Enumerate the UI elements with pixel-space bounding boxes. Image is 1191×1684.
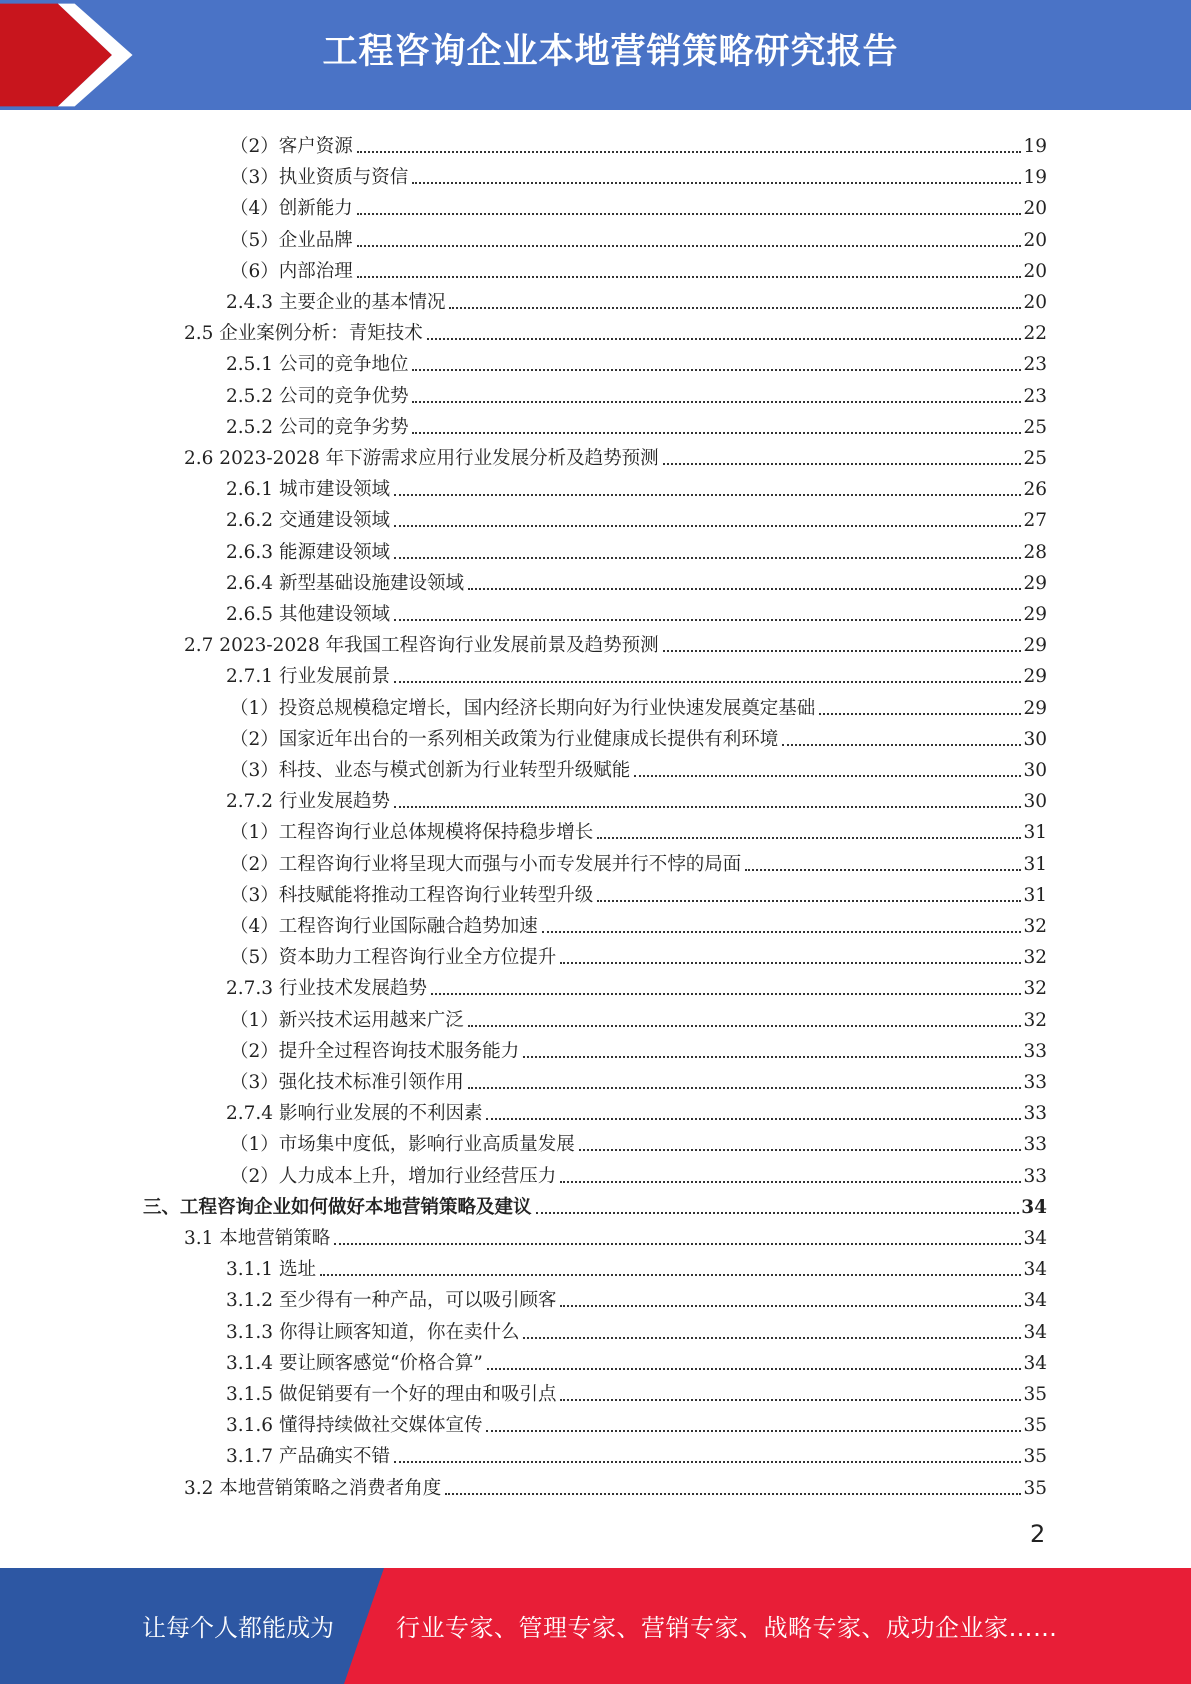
toc-entry-label: （2）人力成本上升，增加行业经营压力 <box>230 1165 557 1187</box>
toc-entry-label: 3.1.4 要让顾客感觉“价格合算” <box>226 1352 483 1374</box>
toc-entry-page: 28 <box>1023 541 1047 563</box>
toc-dot-leader <box>560 1305 1021 1307</box>
toc-entry-page: 34 <box>1023 1352 1047 1374</box>
toc-entry-page: 30 <box>1023 728 1047 750</box>
toc-entry-page: 33 <box>1023 1134 1047 1156</box>
toc-entry[interactable] <box>230 1157 1047 1188</box>
toc-entry[interactable] <box>230 127 1047 158</box>
toc-dot-leader <box>394 806 1021 808</box>
toc-dot-leader <box>357 151 1022 153</box>
toc-entry-page: 34 <box>1023 1259 1047 1281</box>
toc-entry[interactable] <box>226 782 1047 813</box>
toc-entry-label: （2）提升全过程咨询技术服务能力 <box>230 1040 520 1062</box>
toc-entry-label: （3）科技、业态与模式创新为行业转型升级赋能 <box>230 760 631 781</box>
toc-entry-label: （5）资本助力工程咨询行业全方位提升 <box>230 947 557 969</box>
toc-dot-leader <box>445 1493 1021 1495</box>
toc-entry-page: 32 <box>1023 1009 1047 1031</box>
toc-dot-leader <box>394 681 1021 683</box>
toc-entry-label: （1）投资总规模稳定增长，国内经济长期向好为行业快速发展奠定基础 <box>230 697 816 719</box>
toc-entry-page: 33 <box>1023 1103 1047 1125</box>
toc-entry-label: 3.1.6 懂得持续做社交媒体宣传 <box>226 1415 483 1437</box>
toc-entry-page: 29 <box>1023 604 1047 625</box>
page-footer <box>0 1568 1191 1684</box>
toc-entry[interactable] <box>226 1281 1047 1312</box>
toc-dot-leader <box>412 182 1021 184</box>
toc-entry[interactable] <box>143 1188 1047 1219</box>
toc-entry-page: 30 <box>1023 791 1047 813</box>
toc-entry[interactable] <box>230 689 1047 720</box>
toc-entry[interactable] <box>226 377 1047 408</box>
toc-entry[interactable] <box>226 1375 1047 1406</box>
toc-entry-label: 2.5.2 公司的竞争优势 <box>226 385 409 407</box>
toc-entry-label: （3）强化技术标准引领作用 <box>230 1072 464 1093</box>
page-header <box>0 0 1191 110</box>
toc-entry[interactable] <box>184 1469 1047 1500</box>
toc-dot-leader <box>487 1368 1022 1370</box>
toc-dot-leader <box>449 307 1021 309</box>
toc-dot-leader <box>394 1461 1021 1463</box>
toc-entry-page: 27 <box>1023 510 1047 532</box>
toc-entry-page: 35 <box>1023 1384 1047 1405</box>
toc-entry[interactable] <box>184 1219 1047 1250</box>
toc-entry[interactable] <box>184 439 1047 470</box>
toc-entry-page: 34 <box>1023 1228 1047 1249</box>
toc-entry-page: 32 <box>1023 916 1047 937</box>
toc-dot-leader <box>394 494 1021 496</box>
toc-entry[interactable] <box>230 158 1047 189</box>
toc-entry-page: 29 <box>1023 635 1047 657</box>
toc-entry-label: 2.4.3 主要企业的基本情况 <box>226 292 446 313</box>
toc-entry-label: 2.7.4 影响行业发展的不利因素 <box>226 1103 483 1125</box>
toc-entry-label: 2.5.1 公司的竞争地位 <box>226 354 409 376</box>
toc-entry[interactable] <box>230 845 1047 876</box>
toc-entry-page: 20 <box>1023 260 1047 282</box>
toc-entry-page: 35 <box>1023 1477 1047 1499</box>
toc-entry[interactable] <box>226 1344 1047 1375</box>
toc-dot-leader <box>634 775 1021 777</box>
toc-entry[interactable] <box>230 1001 1047 1032</box>
toc-dot-leader <box>357 213 1022 215</box>
toc-entry-label: （2）国家近年出台的一系列相关政策为行业健康成长提供有利环境 <box>230 728 779 750</box>
toc-entry-label: （4）创新能力 <box>230 198 353 220</box>
toc-entry-label: （6）内部治理 <box>230 260 353 282</box>
toc-dot-leader <box>357 245 1022 247</box>
toc-entry[interactable] <box>230 876 1047 907</box>
toc-entry[interactable] <box>230 938 1047 969</box>
toc-entry-page: 25 <box>1023 416 1047 438</box>
toc-entry-label: 2.7.1 行业发展前景 <box>226 666 390 688</box>
toc-entry-page: 20 <box>1023 198 1047 220</box>
toc-entry-page: 35 <box>1023 1446 1047 1468</box>
toc-dot-leader <box>431 993 1021 995</box>
toc-entry-page: 23 <box>1023 354 1047 376</box>
toc-entry-label: 2.6 2023-2028 年下游需求应用行业发展分析及趋势预测 <box>184 448 659 469</box>
toc-entry-page: 20 <box>1023 229 1047 251</box>
toc-entry[interactable] <box>226 1094 1047 1125</box>
toc-entry-label: （1）工程咨询行业总体规模将保持稳步增长 <box>230 822 594 844</box>
toc-dot-leader <box>523 1056 1021 1058</box>
toc-entry-label: （1）新兴技术运用越来广泛 <box>230 1009 464 1031</box>
toc-dot-leader <box>394 525 1021 527</box>
toc-dot-leader <box>819 713 1021 715</box>
toc-entry-label: 2.6.1 城市建设领域 <box>226 479 390 501</box>
toc-dot-leader <box>427 338 1022 340</box>
toc-entry-label: 3.1.3 你得让顾客知道，你在卖什么 <box>226 1321 520 1343</box>
toc-entry-label: 2.7.2 行业发展趋势 <box>226 791 390 813</box>
toc-entry[interactable] <box>226 657 1047 688</box>
toc-entry-page: 32 <box>1023 947 1047 969</box>
toc-entry[interactable] <box>184 626 1047 657</box>
toc-entry[interactable] <box>230 252 1047 283</box>
toc-dot-leader <box>663 463 1022 465</box>
toc-entry-label: 3.1.2 至少得有一种产品，可以吸引顾客 <box>226 1290 557 1312</box>
toc-entry-page: 31 <box>1023 884 1047 906</box>
toc-dot-leader <box>579 1149 1022 1151</box>
toc-entry[interactable] <box>226 1406 1047 1437</box>
toc-entry-label: 2.6.5 其他建设领域 <box>226 604 390 625</box>
toc-dot-leader <box>597 837 1021 839</box>
toc-entry[interactable] <box>230 221 1047 252</box>
toc-entry[interactable] <box>230 813 1047 844</box>
toc-entry-label: （3）科技赋能将推动工程咨询行业转型升级 <box>230 884 594 906</box>
toc-entry-page: 22 <box>1023 323 1047 345</box>
toc-entry[interactable] <box>226 1250 1047 1281</box>
toc-entry-label: （3）执业资质与资信 <box>230 167 409 189</box>
toc-entry[interactable] <box>230 1063 1047 1094</box>
toc-entry-label: 2.7 2023-2028 年我国工程咨询行业发展前景及趋势预测 <box>184 635 659 657</box>
toc-entry[interactable] <box>230 1125 1047 1156</box>
page-number: 2 <box>1030 1520 1046 1548</box>
toc-entry-label: 3.2 本地营销策略之消费者角度 <box>184 1477 442 1499</box>
toc-dot-leader <box>486 1118 1021 1120</box>
toc-entry[interactable] <box>230 907 1047 938</box>
toc-entry-page: 32 <box>1023 978 1047 1000</box>
toc-entry[interactable] <box>230 1032 1047 1063</box>
toc-entry-page: 33 <box>1023 1040 1047 1062</box>
toc-entry-page: 26 <box>1023 479 1047 501</box>
toc-entry-page: 19 <box>1023 136 1047 157</box>
toc-entry[interactable] <box>226 501 1047 532</box>
toc-dot-leader <box>394 619 1021 621</box>
toc-entry-label: 2.6.4 新型基础设施建设领域 <box>226 572 464 594</box>
toc-entry[interactable] <box>226 1437 1047 1468</box>
toc-entry-page: 31 <box>1023 822 1047 844</box>
toc-entry-page: 25 <box>1023 448 1047 469</box>
toc-dot-leader <box>663 650 1022 652</box>
toc-entry-page: 33 <box>1023 1072 1047 1093</box>
toc-dot-leader <box>412 369 1021 371</box>
toc-entry-label: 2.5 企业案例分析：青矩技术 <box>184 323 423 345</box>
toc-dot-leader <box>745 869 1021 871</box>
toc-entry[interactable] <box>226 595 1047 626</box>
toc-entry-page: 34 <box>1023 1321 1047 1343</box>
toc-entry-label: 2.6.2 交通建设领域 <box>226 510 390 532</box>
toc-entry-label: 三、工程咨询企业如何做好本地营销策略及建议 <box>143 1196 532 1218</box>
footer-slogan-left: 让每个人都能成为 <box>142 1614 334 1642</box>
toc-entry-page: 30 <box>1023 760 1047 781</box>
report-title: 工程咨询企业本地营销策略研究报告 <box>322 32 899 72</box>
toc-dot-leader <box>560 1399 1021 1401</box>
toc-entry[interactable] <box>226 969 1047 1000</box>
toc-dot-leader <box>560 1181 1021 1183</box>
toc-entry[interactable] <box>184 314 1047 345</box>
toc-entry-label: 3.1 本地营销策略 <box>184 1228 331 1249</box>
toc-dot-leader <box>394 557 1021 559</box>
toc-entry[interactable] <box>226 533 1047 564</box>
toc-entry-label: （2）工程咨询行业将呈现大而强与小而专发展并行不悖的局面 <box>230 853 742 875</box>
toc-entry-page: 29 <box>1023 572 1047 594</box>
toc-dot-leader <box>536 1212 1020 1214</box>
toc-entry-label: 3.1.1 选址 <box>226 1259 316 1281</box>
toc-entry-page: 31 <box>1023 853 1047 875</box>
toc-entry-page: 20 <box>1023 292 1047 313</box>
toc-entry-page: 19 <box>1023 167 1047 189</box>
toc-entry-page: 33 <box>1023 1165 1047 1187</box>
toc-dot-leader <box>468 1087 1022 1089</box>
toc-entry-page: 34 <box>1023 1290 1047 1312</box>
toc-entry-label: 2.5.2 公司的竞争劣势 <box>226 416 409 438</box>
toc-entry-page: 29 <box>1023 666 1047 688</box>
toc-entry[interactable] <box>226 283 1047 314</box>
toc-dot-leader <box>560 962 1021 964</box>
toc-entry-label: 3.1.7 产品确实不错 <box>226 1446 390 1468</box>
toc-entry-page: 29 <box>1023 697 1047 719</box>
toc-entry[interactable] <box>226 345 1047 376</box>
toc-dot-leader <box>468 1025 1022 1027</box>
toc-entry-label: 2.6.3 能源建设领域 <box>226 541 390 563</box>
toc-entry-label: 3.1.5 做促销要有一个好的理由和吸引点 <box>226 1384 557 1405</box>
toc-dot-leader <box>357 276 1022 278</box>
toc-entry-label: 2.7.3 行业技术发展趋势 <box>226 978 427 1000</box>
toc-entry[interactable] <box>226 1313 1047 1344</box>
toc-dot-leader <box>412 401 1021 403</box>
toc-entry[interactable] <box>230 189 1047 220</box>
toc-dot-leader <box>782 744 1021 746</box>
toc-entry-label: （4）工程咨询行业国际融合趋势加速 <box>230 916 538 937</box>
toc-entry[interactable] <box>230 720 1047 751</box>
toc-dot-leader <box>597 900 1021 902</box>
toc-dot-leader <box>320 1274 1022 1276</box>
toc-entry-label: （2）客户资源 <box>230 136 353 157</box>
toc-entry-page: 34 <box>1021 1196 1047 1218</box>
toc-dot-leader <box>412 432 1021 434</box>
toc-entry-page: 35 <box>1023 1415 1047 1437</box>
toc-dot-leader <box>542 931 1022 933</box>
toc-dot-leader <box>468 588 1021 590</box>
toc-entry[interactable] <box>226 470 1047 501</box>
toc-dot-leader <box>334 1243 1021 1245</box>
footer-slogan-right: 行业专家、管理专家、营销专家、战略专家、成功企业家…… <box>396 1614 1058 1642</box>
toc-dot-leader <box>486 1430 1021 1432</box>
toc-entry-page: 23 <box>1023 385 1047 407</box>
toc-entry[interactable] <box>226 564 1047 595</box>
toc-entry-label: （5）企业品牌 <box>230 229 353 251</box>
toc-entry[interactable] <box>226 408 1047 439</box>
toc-dot-leader <box>523 1337 1021 1339</box>
toc-entry-label: （1）市场集中度低，影响行业高质量发展 <box>230 1134 575 1156</box>
toc-entry[interactable] <box>230 751 1047 782</box>
